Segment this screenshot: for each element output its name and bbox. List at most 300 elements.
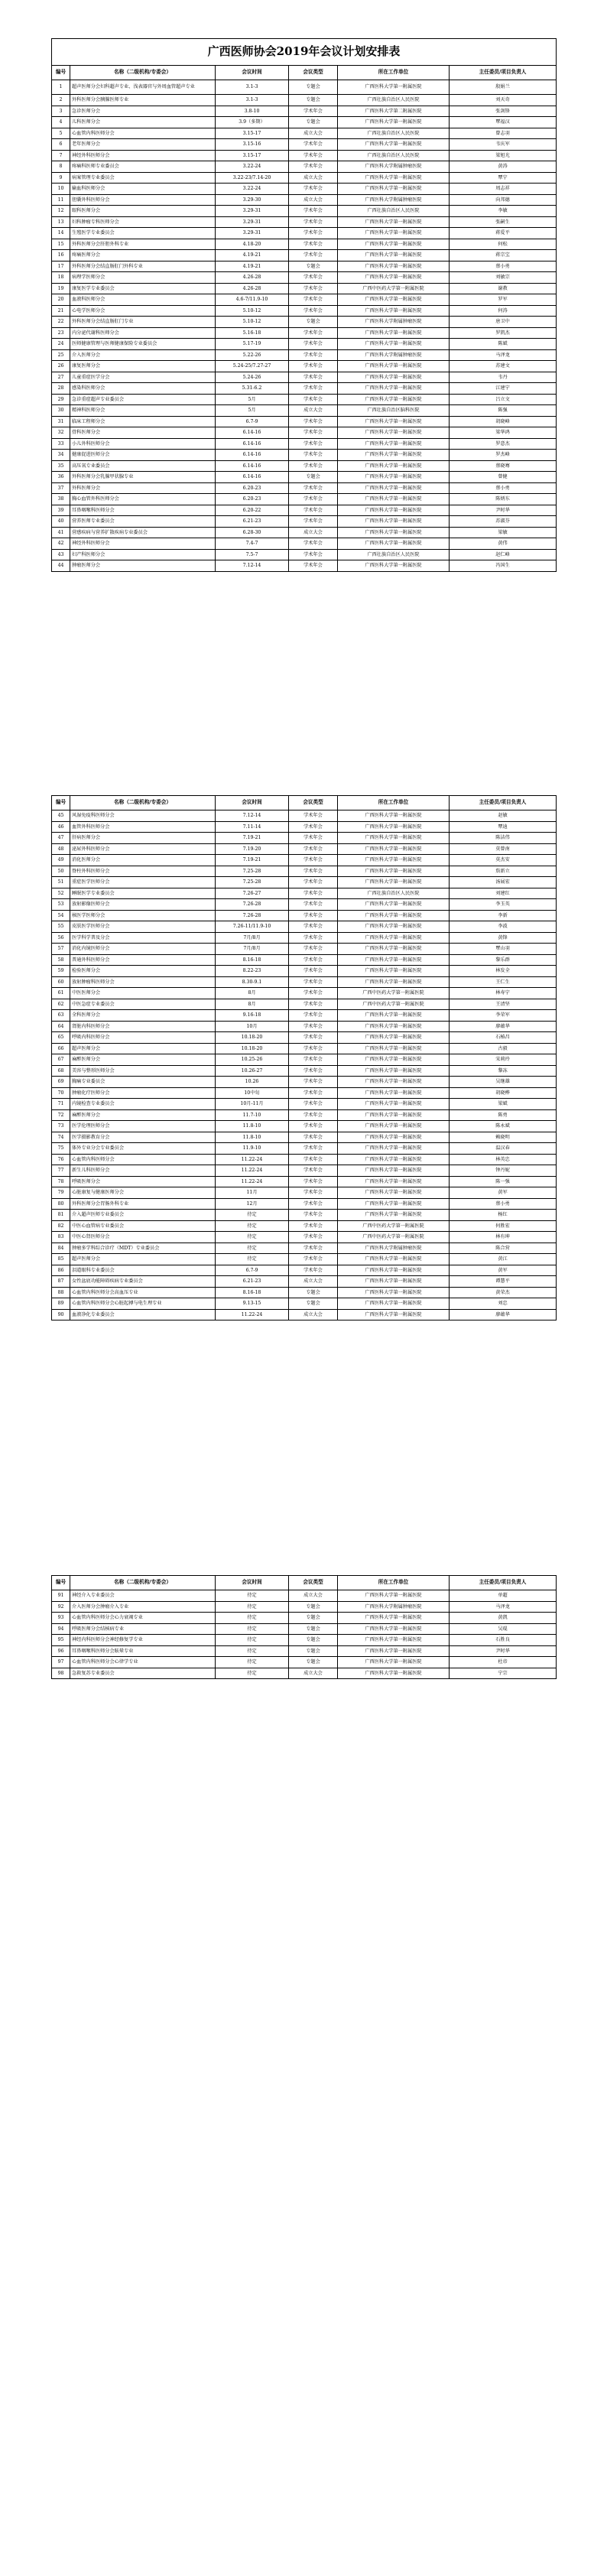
cell-org: 广西中医药大学第一附属医院 bbox=[338, 283, 450, 294]
table-row bbox=[52, 494, 557, 505]
cell-time: 7.25-28 bbox=[216, 866, 289, 877]
cell-name: 神经内科医师分会神经修复学专业 bbox=[70, 1635, 216, 1646]
cell-org: 广西医科大学第一附属医院 bbox=[338, 216, 450, 228]
cell-org: 广西医科大学第一附属医院 bbox=[338, 1187, 450, 1199]
cell-name: 消化医师分会 bbox=[70, 855, 216, 866]
cell-org: 广西医科大学附属肿瘤医院 bbox=[338, 349, 450, 361]
cell-type: 专题会 bbox=[289, 317, 338, 328]
cell-name: 临床工程师分会 bbox=[70, 416, 216, 427]
table-row bbox=[52, 261, 557, 272]
cell-number: 75 bbox=[52, 1143, 70, 1155]
cell-number: 28 bbox=[52, 383, 70, 395]
cell-time: 8.22-23 bbox=[216, 966, 289, 977]
cell-person: 汤展宏 bbox=[450, 877, 557, 888]
cell-time: 3.29-30 bbox=[216, 194, 289, 206]
cell-person: 苏建文 bbox=[450, 361, 557, 372]
cell-person: 何松 bbox=[450, 239, 557, 250]
cell-name: 检验医师分会 bbox=[70, 966, 216, 977]
cell-time: 6.20-23 bbox=[216, 494, 289, 505]
cell-number: 34 bbox=[52, 450, 70, 461]
cell-person: 石胜良 bbox=[450, 1635, 557, 1646]
cell-org: 广西医科大学第一附属医院 bbox=[338, 460, 450, 472]
cell-time: 3.15-17 bbox=[216, 128, 289, 139]
cell-org: 广西医科大学第一附属医院 bbox=[338, 305, 450, 317]
header-number: 编号 bbox=[52, 66, 70, 80]
cell-person: 宁宗 bbox=[450, 1668, 557, 1679]
cell-type: 成立大会 bbox=[289, 527, 338, 538]
cell-time: 10.26 bbox=[216, 1077, 289, 1088]
cell-number: 67 bbox=[52, 1054, 70, 1066]
cell-org: 广西医科大学第一附属医院 bbox=[338, 1065, 450, 1077]
cell-number: 37 bbox=[52, 482, 70, 494]
cell-time: 8.16-18 bbox=[216, 954, 289, 966]
cell-time: 6.14-16 bbox=[216, 472, 289, 483]
cell-time: 3.1-3 bbox=[216, 80, 289, 95]
header-person: 主任委员/项目负责人 bbox=[450, 66, 557, 80]
header-name: 名称（二级机构/专委会） bbox=[70, 796, 216, 810]
cell-number: 6 bbox=[52, 139, 70, 151]
cell-number: 43 bbox=[52, 549, 70, 560]
cell-person: 吕立文 bbox=[450, 394, 557, 405]
cell-name: 睡眠医学专业委员会 bbox=[70, 888, 216, 899]
cell-type: 学术年会 bbox=[289, 1109, 338, 1121]
cell-number: 86 bbox=[52, 1265, 70, 1276]
cell-type: 学术年会 bbox=[289, 1165, 338, 1177]
schedule-table-page-1 bbox=[51, 38, 557, 572]
cell-name: 放射肿瘤科医师分会 bbox=[70, 976, 216, 988]
cell-org: 广西医科大学第一附属医院 bbox=[338, 472, 450, 483]
cell-person: 陈洁伟 bbox=[450, 833, 557, 844]
table-row bbox=[52, 1254, 557, 1265]
cell-type: 学术年会 bbox=[289, 372, 338, 383]
cell-org: 广西医科大学第一附属医院 bbox=[338, 1109, 450, 1121]
cell-type: 专题会 bbox=[289, 1298, 338, 1310]
cell-org: 广西壮族自治区人民医院 bbox=[338, 150, 450, 161]
cell-name: 感染科医师分会 bbox=[70, 383, 216, 395]
cell-org: 广西医科大学第一附属医院 bbox=[338, 1021, 450, 1032]
cell-org: 广西医科大学第一附属医院 bbox=[338, 954, 450, 966]
table-row bbox=[52, 899, 557, 911]
table-row bbox=[52, 250, 557, 261]
cell-person: 蔡小勇 bbox=[450, 482, 557, 494]
header-name: 名称（二级机构/专委会） bbox=[70, 66, 216, 80]
cell-number: 40 bbox=[52, 516, 70, 528]
cell-type: 学术年会 bbox=[289, 560, 338, 572]
cell-person: 胡晓峰 bbox=[450, 416, 557, 427]
cell-person: 梁旭光 bbox=[450, 150, 557, 161]
header-person: 主任委员/项目负责人 bbox=[450, 1576, 557, 1590]
cell-time: 3.29-31 bbox=[216, 206, 289, 217]
cell-person: 罗杰峰 bbox=[450, 450, 557, 461]
cell-name: 中医心血管病专业委员会 bbox=[70, 1220, 216, 1232]
header-number: 编号 bbox=[52, 796, 70, 810]
table-row bbox=[52, 954, 557, 966]
cell-type: 学术年会 bbox=[289, 1010, 338, 1022]
cell-time: 3.1-3 bbox=[216, 95, 289, 106]
cell-name: 神经介入专业委员会 bbox=[70, 1590, 216, 1602]
cell-org: 广西医科大学第一附属医院 bbox=[338, 866, 450, 877]
cell-time: 7.26-28 bbox=[216, 910, 289, 921]
cell-name: 医学科学普及分会 bbox=[70, 932, 216, 944]
cell-type: 学术年会 bbox=[289, 1187, 338, 1199]
cell-org: 广西医科大学第一附属医院 bbox=[338, 1143, 450, 1155]
table-row bbox=[52, 1154, 557, 1165]
cell-name: 呼吸内科医师分会 bbox=[70, 1032, 216, 1044]
cell-type: 学术年会 bbox=[289, 855, 338, 866]
table-row bbox=[52, 1121, 557, 1132]
cell-name: 放射影像医师分会 bbox=[70, 899, 216, 911]
cell-type: 学术年会 bbox=[289, 549, 338, 560]
cell-number: 42 bbox=[52, 538, 70, 550]
cell-org: 广西医科大学第一附属医院 bbox=[338, 1054, 450, 1066]
cell-org: 广西医科大学第一附属医院 bbox=[338, 361, 450, 372]
cell-org: 广西医科大学第一附属医院 bbox=[338, 1210, 450, 1221]
table-row bbox=[52, 1657, 557, 1668]
table-row bbox=[52, 999, 557, 1010]
cell-type: 学术年会 bbox=[289, 139, 338, 151]
cell-person: 林发全 bbox=[450, 966, 557, 977]
table-row bbox=[52, 460, 557, 472]
cell-org: 广西医科大学第一附属医院 bbox=[338, 438, 450, 450]
cell-number: 77 bbox=[52, 1165, 70, 1177]
cell-name: 血管外科医师分会 bbox=[70, 821, 216, 833]
cell-person: 黄荣杰 bbox=[450, 1287, 557, 1298]
cell-number: 14 bbox=[52, 228, 70, 239]
cell-type: 学术年会 bbox=[289, 1176, 338, 1187]
cell-number: 33 bbox=[52, 438, 70, 450]
cell-time: 待定 bbox=[216, 1220, 289, 1232]
cell-number: 17 bbox=[52, 261, 70, 272]
table-row bbox=[52, 106, 557, 117]
cell-time: 8月 bbox=[216, 988, 289, 999]
table-row bbox=[52, 1232, 557, 1243]
cell-number: 27 bbox=[52, 372, 70, 383]
cell-time: 4.26-28 bbox=[216, 272, 289, 284]
cell-time: 6.20-22 bbox=[216, 505, 289, 516]
cell-org: 广西医科大学附属肿瘤医院 bbox=[338, 194, 450, 206]
cell-time: 待定 bbox=[216, 1210, 289, 1221]
schedule-table-page-3 bbox=[51, 1575, 557, 1679]
table-row bbox=[52, 1099, 557, 1110]
cell-person: 罗军 bbox=[450, 294, 557, 306]
cell-name: 外科医师分会 bbox=[70, 482, 216, 494]
cell-name: 肿瘤医师分会 bbox=[70, 560, 216, 572]
table-row bbox=[52, 1010, 557, 1022]
cell-person: 向邦德 bbox=[450, 194, 557, 206]
table-row bbox=[52, 527, 557, 538]
cell-person: 吴琨 bbox=[450, 1623, 557, 1635]
table-row bbox=[52, 305, 557, 317]
cell-person: 张嗣生 bbox=[450, 216, 557, 228]
cell-org: 广西医科大学第一附属医院 bbox=[338, 505, 450, 516]
table-row bbox=[52, 988, 557, 999]
header-time: 会议时间 bbox=[216, 1576, 289, 1590]
cell-number: 47 bbox=[52, 833, 70, 844]
table-row bbox=[52, 272, 557, 284]
cell-time: 11.9-10 bbox=[216, 1143, 289, 1155]
table-row bbox=[52, 932, 557, 944]
cell-org: 广西医科大学第一附属医院 bbox=[338, 1154, 450, 1165]
cell-name: 心电学医师分会 bbox=[70, 305, 216, 317]
cell-name: 小儿外科医师分会 bbox=[70, 438, 216, 450]
cell-time: 待定 bbox=[216, 1613, 289, 1624]
cell-time: 7.19-21 bbox=[216, 855, 289, 866]
cell-time: 5.22-26 bbox=[216, 349, 289, 361]
cell-org: 广西医科大学第一附属医院 bbox=[338, 1176, 450, 1187]
cell-person: 廖蕴华 bbox=[450, 1021, 557, 1032]
cell-org: 广西中医药大学第一附属医院 bbox=[338, 1232, 450, 1243]
cell-number: 65 bbox=[52, 1032, 70, 1044]
cell-name: 普通外科医师分会 bbox=[70, 954, 216, 966]
cell-person: 曾志羽 bbox=[450, 128, 557, 139]
cell-type: 专题会 bbox=[289, 1287, 338, 1298]
cell-name: 泌尿外科医师分会 bbox=[70, 843, 216, 855]
cell-org: 广西医科大学第一附属医院 bbox=[338, 527, 450, 538]
cell-number: 71 bbox=[52, 1099, 70, 1110]
cell-type: 学术年会 bbox=[289, 294, 338, 306]
cell-name: 内分泌代谢科医师分会 bbox=[70, 327, 216, 339]
cell-time: 待定 bbox=[216, 1635, 289, 1646]
cell-number: 30 bbox=[52, 405, 70, 417]
cell-type: 学术年会 bbox=[289, 416, 338, 427]
cell-time: 7月/8月 bbox=[216, 944, 289, 955]
table-row bbox=[52, 976, 557, 988]
cell-org: 广西医科大学第一附属医院 bbox=[338, 1087, 450, 1099]
cell-name: 中医心肾医师分会 bbox=[70, 1232, 216, 1243]
cell-name: 急诊重症超声专业委员会 bbox=[70, 394, 216, 405]
cell-org: 广西医科大学第一附属医院 bbox=[338, 1043, 450, 1054]
cell-time: 待定 bbox=[216, 1657, 289, 1668]
cell-name: 妇科肿瘤专科医师分会 bbox=[70, 216, 216, 228]
cell-time: 11月 bbox=[216, 1187, 289, 1199]
cell-type: 学术年会 bbox=[289, 327, 338, 339]
cell-number: 58 bbox=[52, 954, 70, 966]
cell-number: 29 bbox=[52, 394, 70, 405]
cell-number: 7 bbox=[52, 150, 70, 161]
cell-org: 广西医科大学第一附属医院 bbox=[338, 1590, 450, 1602]
table-row bbox=[52, 538, 557, 550]
cell-person: 李玉英 bbox=[450, 899, 557, 911]
cell-name: 健康促进医师分会 bbox=[70, 450, 216, 461]
header-row bbox=[52, 1576, 557, 1590]
cell-number: 26 bbox=[52, 361, 70, 372]
cell-type: 学术年会 bbox=[289, 833, 338, 844]
cell-org: 广西医科大学第一附属医院 bbox=[338, 416, 450, 427]
cell-person: 殷娟兰 bbox=[450, 80, 557, 95]
table-row bbox=[52, 349, 557, 361]
cell-person: 马泽龙 bbox=[450, 349, 557, 361]
cell-person: 胡晓桦 bbox=[450, 1087, 557, 1099]
cell-person: 黄锋 bbox=[450, 932, 557, 944]
cell-org: 广西医科大学第一附属医院 bbox=[338, 560, 450, 572]
header-row bbox=[52, 66, 557, 80]
cell-number: 89 bbox=[52, 1298, 70, 1310]
cell-name: 心血管内科医师分会高血压专业 bbox=[70, 1287, 216, 1298]
cell-name: 生殖医学专业委员会 bbox=[70, 228, 216, 239]
cell-number: 18 bbox=[52, 272, 70, 284]
schedule-table-page-2 bbox=[51, 795, 557, 1320]
table-row bbox=[52, 405, 557, 417]
cell-person: 曾健 bbox=[450, 472, 557, 483]
cell-name: 胸心血管外科医师分会 bbox=[70, 494, 216, 505]
cell-org: 广西医科大学第一附属医院 bbox=[338, 339, 450, 350]
table-row bbox=[52, 1143, 557, 1155]
cell-type: 学术年会 bbox=[289, 843, 338, 855]
table-row bbox=[52, 372, 557, 383]
cell-person: 杨红 bbox=[450, 1210, 557, 1221]
cell-person: 何胜宏 bbox=[450, 1220, 557, 1232]
cell-person: 廖蕴华 bbox=[450, 1309, 557, 1320]
cell-org: 广西医科大学第一附属医院 bbox=[338, 394, 450, 405]
cell-time: 待定 bbox=[216, 1254, 289, 1265]
cell-org: 广西医科大学第一附属医院 bbox=[338, 427, 450, 439]
cell-number: 38 bbox=[52, 494, 70, 505]
cell-time: 4.26-28 bbox=[216, 283, 289, 294]
cell-name: 重症医学医师分会 bbox=[70, 877, 216, 888]
cell-type: 学术年会 bbox=[289, 305, 338, 317]
cell-time: 9.13-15 bbox=[216, 1298, 289, 1310]
cell-type: 学术年会 bbox=[289, 988, 338, 999]
cell-number: 56 bbox=[52, 932, 70, 944]
cell-type: 学术年会 bbox=[289, 1220, 338, 1232]
cell-number: 87 bbox=[52, 1276, 70, 1288]
table-row bbox=[52, 95, 557, 106]
cell-org: 广西医科大学第一附属医院 bbox=[338, 250, 450, 261]
cell-person: 梁华鸿 bbox=[450, 427, 557, 439]
table-row bbox=[52, 1220, 557, 1232]
cell-type: 学术年会 bbox=[289, 1077, 338, 1088]
cell-time: 3.8-10 bbox=[216, 106, 289, 117]
cell-org: 广西医科大学第一附属医院 bbox=[338, 184, 450, 195]
cell-number: 5 bbox=[52, 128, 70, 139]
table-row bbox=[52, 172, 557, 184]
cell-number: 54 bbox=[52, 910, 70, 921]
cell-name: 高压氧专业委员会 bbox=[70, 460, 216, 472]
cell-org: 广西医科大学第一附属医院 bbox=[338, 494, 450, 505]
header-time: 会议时间 bbox=[216, 66, 289, 80]
cell-time: 11.22-24 bbox=[216, 1165, 289, 1177]
cell-org: 广西医科大学第一附属医院 bbox=[338, 294, 450, 306]
cell-type: 专题会 bbox=[289, 1657, 338, 1668]
table-row bbox=[52, 1309, 557, 1320]
cell-name: 心血管内科医师分会心律学专业 bbox=[70, 1657, 216, 1668]
cell-type: 学术年会 bbox=[289, 1154, 338, 1165]
cell-person: 詹新立 bbox=[450, 866, 557, 877]
cell-name: 营养医师专业委员会 bbox=[70, 516, 216, 528]
cell-number: 39 bbox=[52, 505, 70, 516]
cell-org: 广西医科大学第一附属医院 bbox=[338, 172, 450, 184]
cell-time: 3.22-24 bbox=[216, 184, 289, 195]
cell-org: 广西医科大学第一附属医院 bbox=[338, 810, 450, 822]
cell-person: 杜帝 bbox=[450, 1657, 557, 1668]
cell-name: 麻醉医师分会 bbox=[70, 1109, 216, 1121]
header-type: 会议类型 bbox=[289, 796, 338, 810]
cell-name: 输血科医师分会 bbox=[70, 184, 216, 195]
cell-person: 刘忠 bbox=[450, 1298, 557, 1310]
cell-type: 成立大会 bbox=[289, 405, 338, 417]
cell-org: 广西医科大学第一附属医院 bbox=[338, 976, 450, 988]
cell-number: 96 bbox=[52, 1645, 70, 1657]
cell-type: 学术年会 bbox=[289, 272, 338, 284]
cell-name: 外科医师分会胰腺医师专业 bbox=[70, 95, 216, 106]
cell-number: 78 bbox=[52, 1176, 70, 1187]
cell-org: 广西医科大学第二附属医院 bbox=[338, 106, 450, 117]
header-row bbox=[52, 796, 557, 810]
header-person: 主任委员/项目负责人 bbox=[450, 796, 557, 810]
cell-type: 专题会 bbox=[289, 95, 338, 106]
cell-time: 10月-11月 bbox=[216, 1099, 289, 1110]
cell-type: 学术年会 bbox=[289, 283, 338, 294]
table-row bbox=[52, 150, 557, 161]
cell-time: 待定 bbox=[216, 1623, 289, 1635]
table-row bbox=[52, 1187, 557, 1199]
cell-name: 泪道眼科专业委员会 bbox=[70, 1265, 216, 1276]
cell-name: 超声医师分会 bbox=[70, 1254, 216, 1265]
cell-number: 81 bbox=[52, 1210, 70, 1221]
cell-number: 10 bbox=[52, 184, 70, 195]
cell-person: 黄江 bbox=[450, 1254, 557, 1265]
cell-person: 蔡小勇 bbox=[450, 1198, 557, 1210]
cell-org: 广西医科大学附属肿瘤医院 bbox=[338, 317, 450, 328]
cell-person: 何涛 bbox=[450, 305, 557, 317]
cell-name: 精神科医师分会 bbox=[70, 405, 216, 417]
cell-name: 急诊医师分会 bbox=[70, 106, 216, 117]
cell-name: 外科医师分会乳腺甲状腺专业 bbox=[70, 472, 216, 483]
table-row bbox=[52, 228, 557, 239]
cell-type: 学术年会 bbox=[289, 516, 338, 528]
cell-person: 陈一强 bbox=[450, 1176, 557, 1187]
cell-org: 广西医科大学第一附属医院 bbox=[338, 843, 450, 855]
cell-person: 苏淑芬 bbox=[450, 516, 557, 528]
cell-type: 学术年会 bbox=[289, 1065, 338, 1077]
table-row bbox=[52, 239, 557, 250]
cell-number: 90 bbox=[52, 1309, 70, 1320]
cell-type: 学术年会 bbox=[289, 976, 338, 988]
cell-time: 7.4-7 bbox=[216, 538, 289, 550]
cell-type: 学术年会 bbox=[289, 1121, 338, 1132]
table-row bbox=[52, 549, 557, 560]
cell-number: 9 bbox=[52, 172, 70, 184]
cell-org: 广西医科大学第一附属医院 bbox=[338, 516, 450, 528]
cell-time: 7.26-28 bbox=[216, 899, 289, 911]
table-row bbox=[52, 339, 557, 350]
cell-org: 广西壮族自治区人民医院 bbox=[338, 549, 450, 560]
table-row bbox=[52, 516, 557, 528]
cell-org: 广西医科大学附属肿瘤医院 bbox=[338, 161, 450, 173]
cell-person: 黄涛 bbox=[450, 161, 557, 173]
cell-org: 广西中医药大学第一附属医院 bbox=[338, 999, 450, 1010]
table-row bbox=[52, 80, 557, 95]
cell-type: 学术年会 bbox=[289, 494, 338, 505]
cell-org: 广西医科大学第一附属医院 bbox=[338, 1032, 450, 1044]
cell-person: 莫杰安 bbox=[450, 855, 557, 866]
cell-person: 罗凯杰 bbox=[450, 327, 557, 339]
cell-name: 麻醉医师分会 bbox=[70, 1054, 216, 1066]
cell-number: 16 bbox=[52, 250, 70, 261]
cell-org: 广西医科大学第一附属医院 bbox=[338, 261, 450, 272]
cell-org: 广西医科大学第一附属医院 bbox=[338, 372, 450, 383]
table-row bbox=[52, 1087, 557, 1099]
cell-type: 学术年会 bbox=[289, 1210, 338, 1221]
cell-type: 学术年会 bbox=[289, 1132, 338, 1143]
cell-name: 介入超声医师专业委员会 bbox=[70, 1210, 216, 1221]
page-title: 广西医师协会2019年会议计划安排表 bbox=[52, 39, 557, 66]
cell-number: 61 bbox=[52, 988, 70, 999]
cell-time: 12月 bbox=[216, 1198, 289, 1210]
cell-name: 疼痛科医师专业委员会 bbox=[70, 161, 216, 173]
cell-person: 韦丹 bbox=[450, 372, 557, 383]
cell-number: 97 bbox=[52, 1657, 70, 1668]
